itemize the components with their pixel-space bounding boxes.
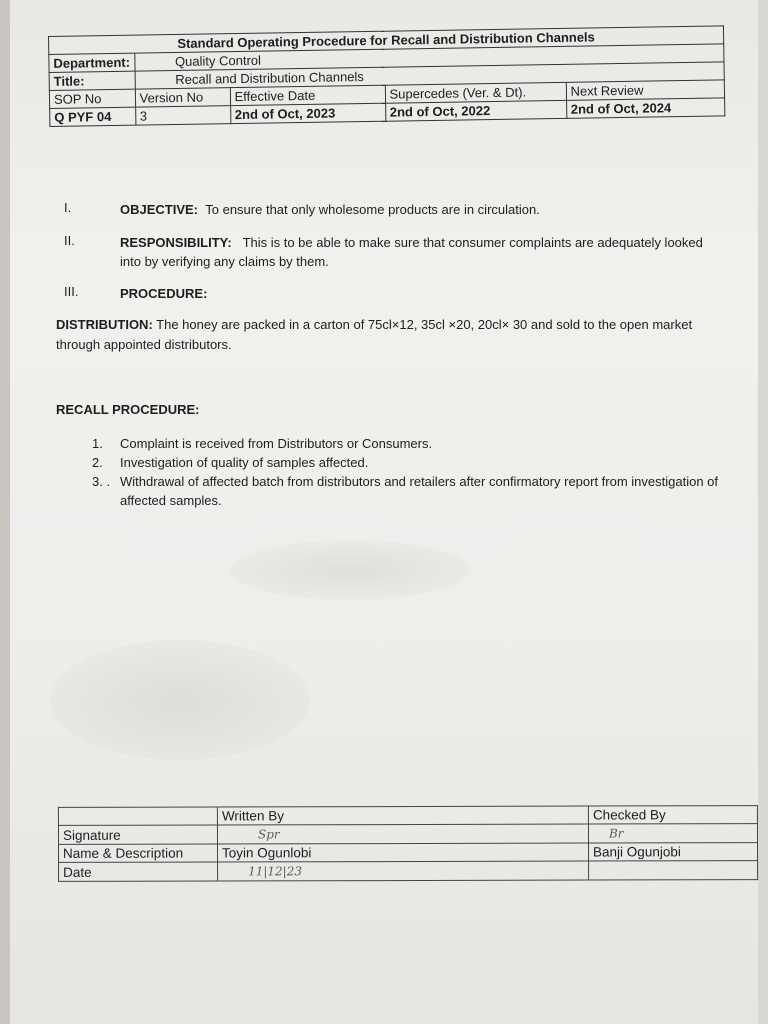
sop-title: Standard Operating Procedure for Recall and Distribution Channels [49,26,724,55]
objective-label: OBJECTIVE: [120,202,199,217]
document-page [10,0,758,1024]
list-text: Withdrawal of affected batch from distributors and retailers after confirmatory report from investigation of affected samples. [120,474,719,508]
objective-text: To ensure that only wholesome products are in circulation. [205,202,540,217]
written-signature: Spr [257,827,280,842]
recall-list [92,434,742,510]
list-text: Investigation of quality of samples affected. [120,455,369,470]
responsibility-text: This is to be able to make sure that consumer complaints are adequately looked into by verifying any claims by them. [120,235,703,269]
distribution-text: The honey are packed in a carton of 75cl×12, 35cl ×20, 20cl× 30 and sold to the open market through appointed distributors. [56,317,693,352]
supercedes-value: 2nd of Oct, 2022 [385,100,566,121]
list-item [92,472,742,510]
department-value: Quality Control [134,44,724,71]
checked-signature: Br [608,826,624,841]
paper-smudge [230,540,470,600]
col-version-no: Version No [135,88,230,107]
scan-edge [0,0,10,1024]
sop-header-table [48,25,725,127]
list-number: 1. [92,436,103,451]
col-next-review: Next Review [566,80,725,100]
recall-heading: RECALL PROCEDURE: [56,402,200,417]
section-number: III. [64,284,79,299]
title-label: Title: [49,71,135,90]
signoff-table [58,805,758,882]
written-by-header: Written By [217,806,588,825]
col-effective-date: Effective Date [230,85,385,105]
procedure-label: PROCEDURE: [120,286,208,301]
list-text: Complaint is received from Distributors or Consumers. [120,436,433,451]
effective-date-value: 2nd of Oct, 2023 [230,103,385,123]
responsibility-label: RESPONSIBILITY: [120,235,232,250]
date-label: Date [59,862,218,881]
checked-date [589,861,758,880]
written-by-name: Toyin Ogunlobi [218,843,589,862]
sop-no-value: Q PYF 04 [50,107,136,126]
list-item [92,434,742,453]
signature-label: Signature [58,825,217,844]
paper-smudge [50,640,310,760]
list-item [92,453,742,472]
checked-by-header: Checked By [588,806,757,824]
department-label: Department: [49,53,135,72]
written-date: 11|12|23 [248,864,302,879]
distribution-label: DISTRIBUTION: [56,317,153,332]
list-number: 3. . [92,474,111,489]
version-no-value: 3 [135,106,230,125]
checked-by-name: Banji Ogunjobi [588,843,757,861]
col-supercedes: Supercedes (Ver. & Dt). [385,82,566,103]
name-description-label: Name & Description [59,844,218,862]
section-number: I. [64,200,72,215]
title-value: Recall and Distribution Channels [135,62,725,89]
next-review-value: 2nd of Oct, 2024 [566,98,725,118]
section-number: II. [64,233,75,248]
list-number: 2. [92,455,103,470]
col-sop-no: SOP No [49,89,135,108]
distribution-paragraph [56,315,726,355]
